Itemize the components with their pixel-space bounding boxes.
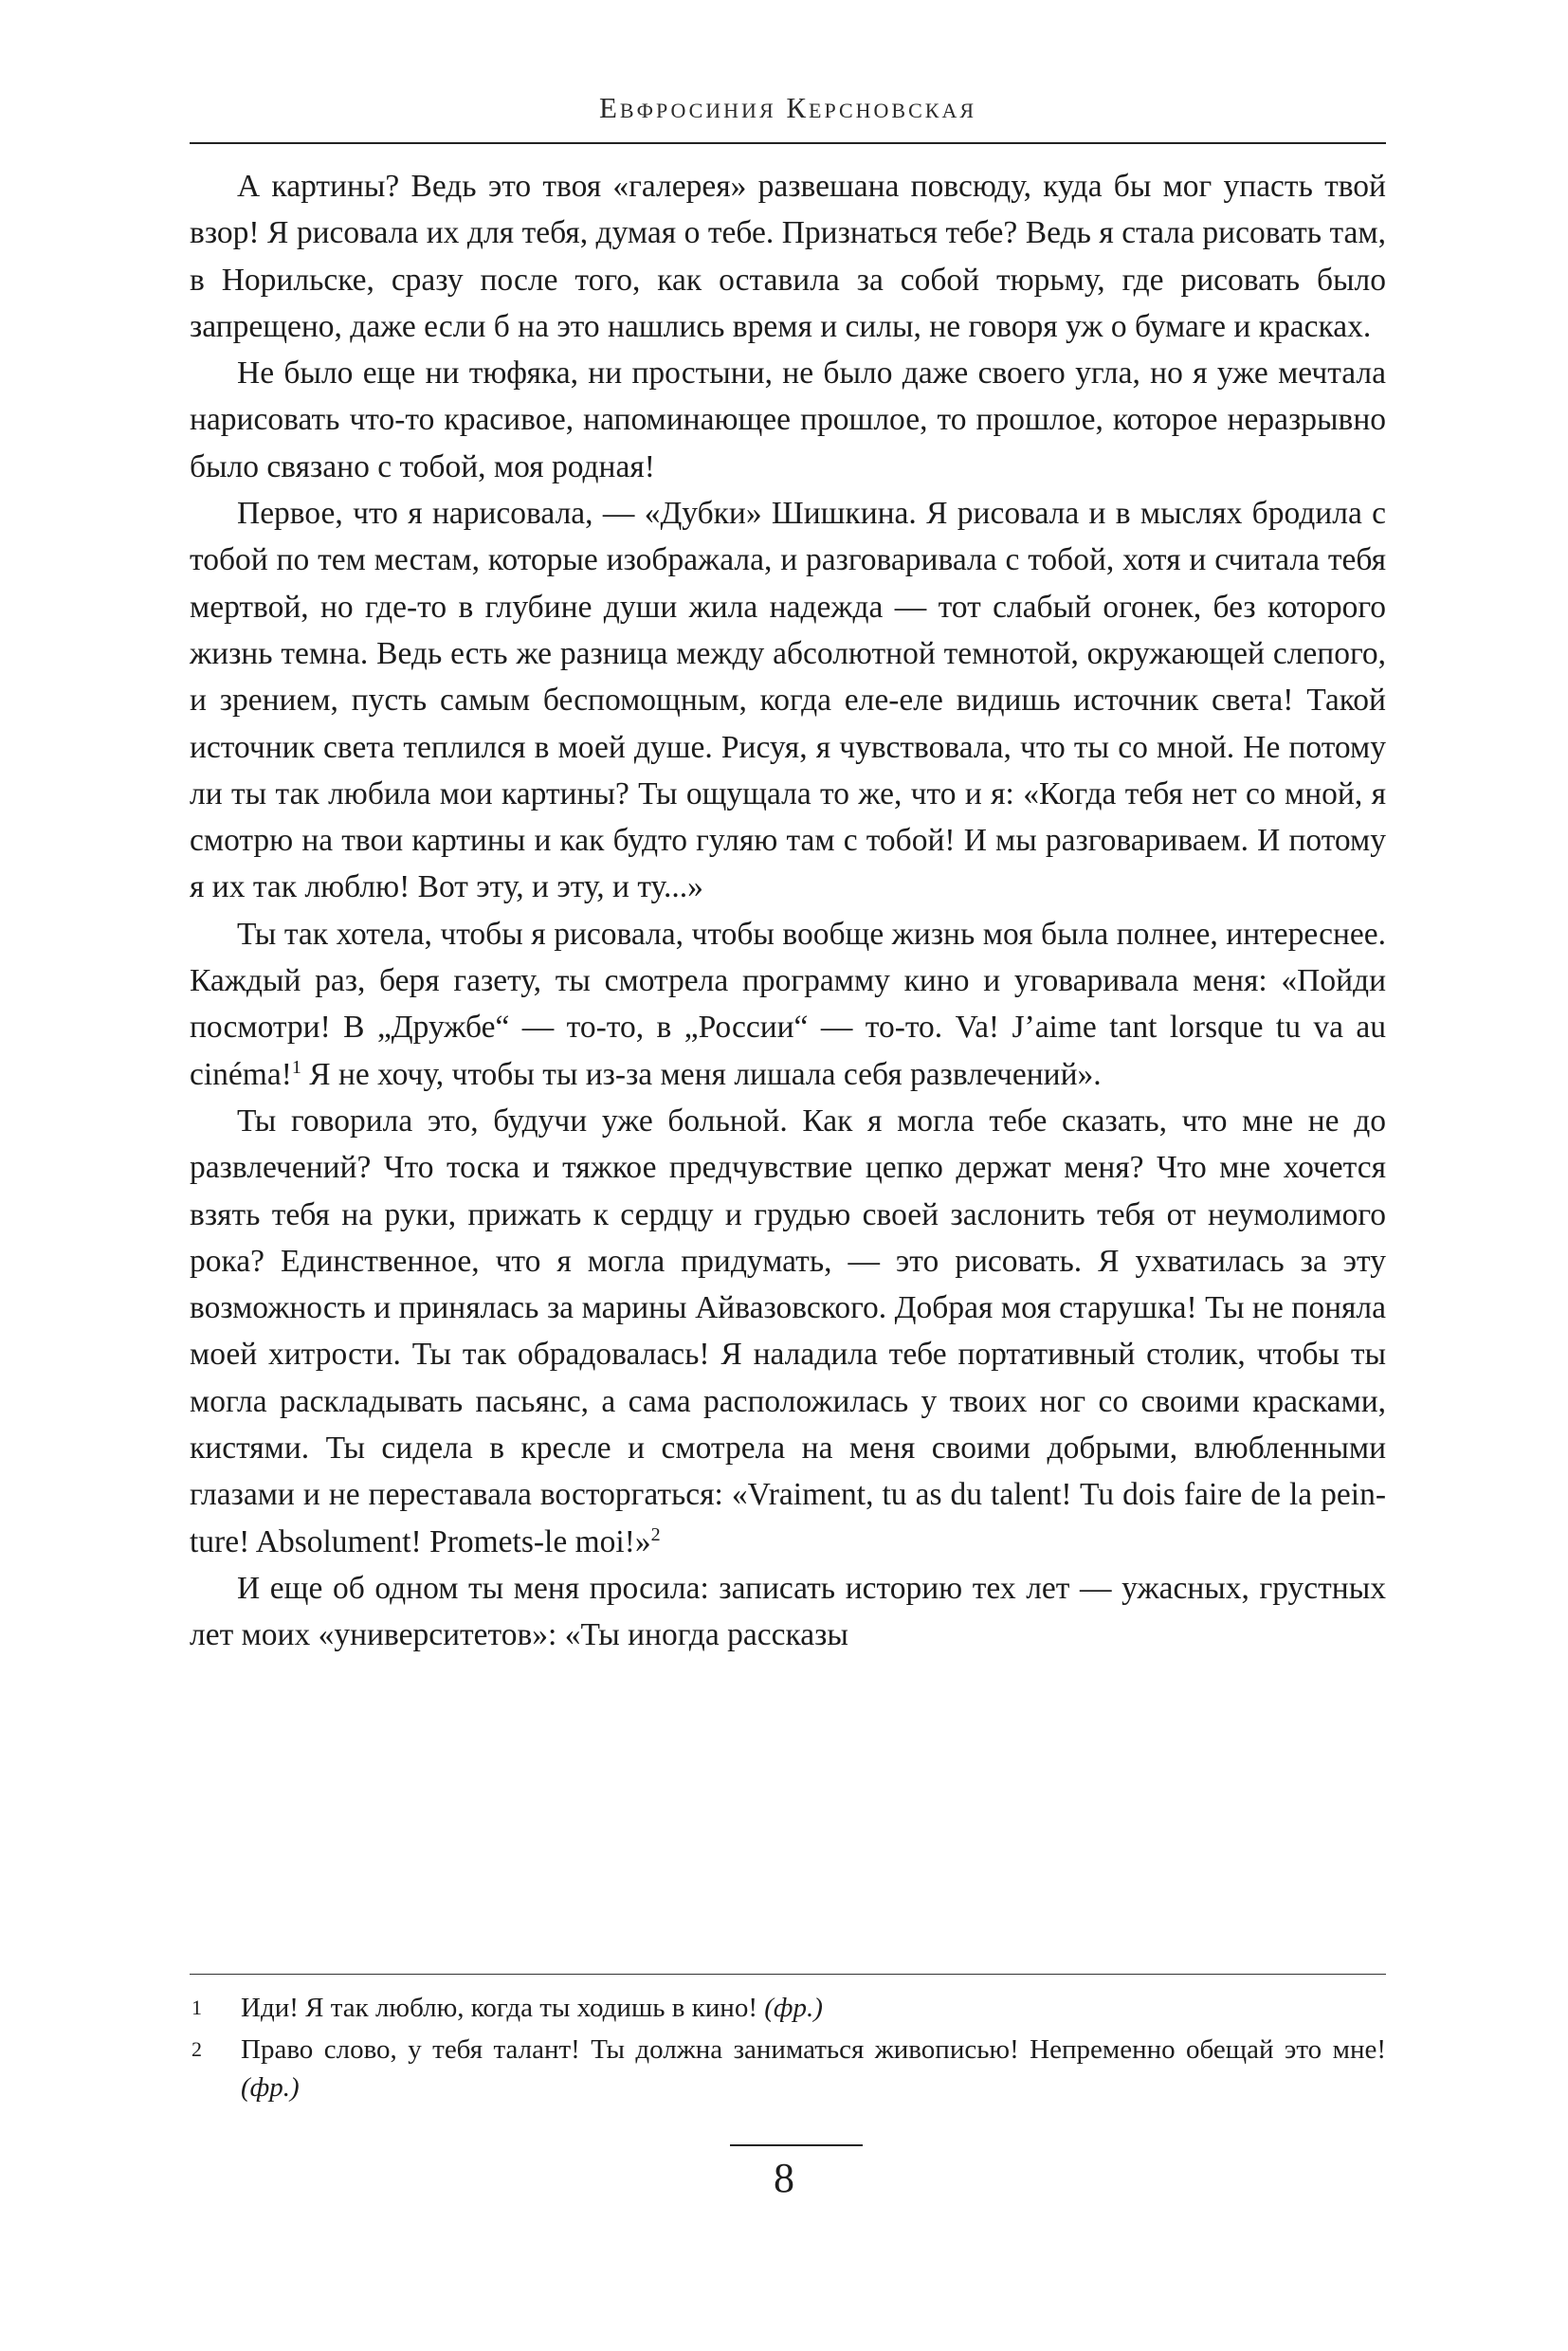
paragraph: И еще об одном ты меня просила: записать историю тех лет — ужасных, грустных лет моих «университетов»: «Ты иногда рассказы xyxy=(190,1570,1386,1653)
paragraph: Первое, что я нарисовала, — «Дубки» Шишкина. Я рисовала и в мыслях бродила с тобой по тем местам, которые изображала, и разговаривала с тобой, хотя и считала тебя мертвой, но где-то в глубине души жила надежда — тот слабый огонек, без которого жизнь темна. Ведь есть же разница между абсолютной темнотой, окружающей слепого, и зрением, пусть самым беспомощным, когда еле-еле видишь источник света! Такой источник света теплился в моей душе. Рисуя, я чувствовала, что ты со мной. Не потому ли ты так любила мои картины? Ты ощущала то же, что и я: «Когда тебя нет со мной, я смотрю на твои картины и как будто гуляю там с тобой! И мы разговариваем. И потому я их так люблю! Вот эту, и эту, и ту...» xyxy=(190,496,1386,905)
paragraph-text: Ты говорила это, будучи уже больной. Как я могла тебе сказать, что мне не до развлечений? Что тоска и тяжкое предчувствие цепко держат меня? Что мне хочется взять тебя на руки, прижать к сердцу и грудью своей заслонить тебя от неумолимого рока? Единственное, что я могла придумать, — это рисовать. Я ухватилась за эту возможность и принялась за марины Айвазовского. Добрая моя старушка! Ты не поняла моей хитрости. Ты так обрадовалась! Я наладила тебе портативный столик, чтобы ты могла раскладывать пасьянс, а сама расположилась у твоих ног со своими красками, кистями. Ты сидела в кресле и смотрела на меня своими добрыми, влюбленными глазами и не переставала восторгаться: «Vraiment, tu as du talent! Tu dois faire de la peinture! Absolument! Promets-le moi!» xyxy=(190,1103,1386,1559)
header-rule xyxy=(190,142,1386,144)
folio-rule xyxy=(730,2144,863,2146)
main-text xyxy=(190,163,1386,1659)
paragraph-text: Ты так хотела, чтобы я рисовала, чтобы вообще жизнь моя была полнее, интереснее. Каждый раз, беря газету, ты смотрела программу кино и уговаривала меня: «Пойди посмотри! В „Дружбе“ — то-то, в „России“ — то-то. Va! J’aime tant lorsque tu va au cinéma! xyxy=(190,916,1386,1092)
footnote-1 xyxy=(190,1989,1386,2027)
footnotes xyxy=(190,1989,1386,2110)
footnote-number: 1 xyxy=(191,1996,202,2019)
footnote-2 xyxy=(190,2031,1386,2106)
paragraph xyxy=(190,911,1386,1098)
footnote-number: 2 xyxy=(191,2037,202,2061)
footnote-text: Иди! Я так люблю, когда ты ходишь в кино! xyxy=(241,1993,765,2023)
paragraph-text: Я не хочу, чтобы ты из-за меня лишала себя развлечений». xyxy=(301,1056,1102,1092)
paragraph: Не было еще ни тюфяка, ни простыни, не было даже своего угла, но я уже мечтала нарисовать что-то красивое, напоминающее прошлое, то прошлое, которое неразрывно было связано с тобой, моя родная! xyxy=(190,355,1386,484)
footnote-lang: (фр.) xyxy=(764,1993,823,2023)
footnote-text: Право слово, у тебя талант! Ты должна заниматься живописью! Непременно обещай это мне! xyxy=(241,2034,1386,2065)
footnote-ref-2[interactable]: 2 xyxy=(650,1523,661,1545)
footnote-ref-1[interactable]: 1 xyxy=(291,1056,301,1078)
paragraph: А картины? Ведь это твоя «галерея» развешана повсюду, куда бы мог упасть твой взор! Я рисовала их для тебя, думая о тебе. Признаться тебе? Ведь я стала рисовать там, в Норильске, сразу после того, как оставила за собой тюрьму, где рисовать было запрещено, даже если б на это нашлись время и силы, не говоря уж о бумаге и красках. xyxy=(190,169,1386,344)
footnote-rule xyxy=(190,1974,1386,1975)
footnote-lang: (фр.) xyxy=(241,2072,300,2103)
paragraph xyxy=(190,1098,1386,1565)
page-number: 8 xyxy=(774,2155,794,2201)
running-head: Евфросиния Керсновская xyxy=(598,91,977,124)
